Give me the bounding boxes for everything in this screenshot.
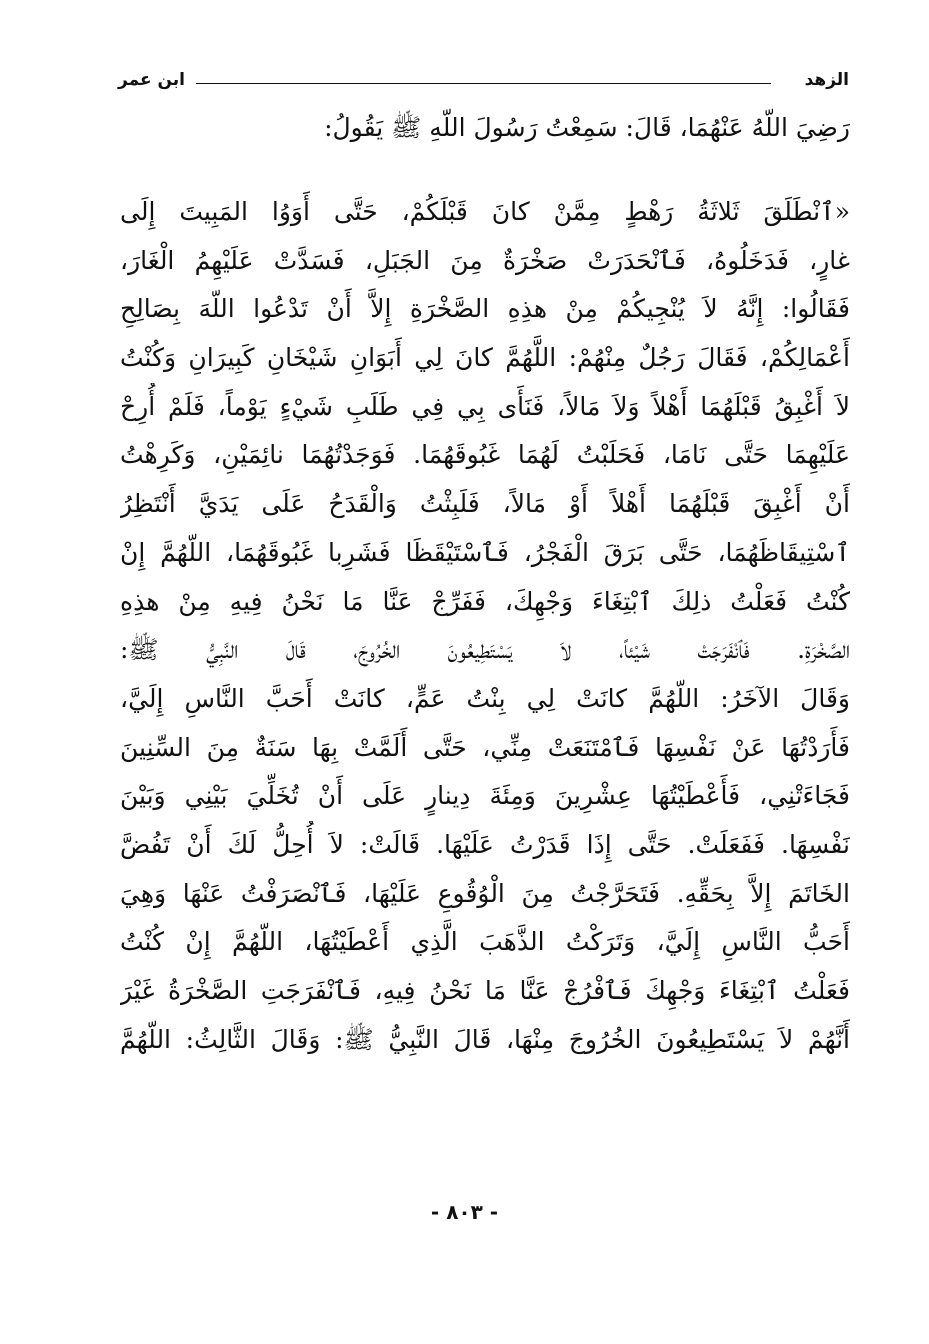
lead-line: رَضِيَ اللّهُ عَنْهُمَا، قَالَ: سَمِعْتُ رَسُولَ اللّهِ ﷺ يَقُولُ: [324, 113, 850, 142]
text-line: نَفْسِهَا. فَفَعَلَتْ. حَتَّى إِذَا قَدَرْتُ عَلَيْهَا. قَالَتْ: لاَ أُحِلُّ لَكَ أَنْ تَفُضَّ [120, 829, 850, 859]
running-header [118, 70, 849, 94]
text-line: وَقَالَ الآخَرُ: اللّهُمَّ كانَتْ لِي بِنْتُ عَمٍّ، كانَتْ أَحَبَّ النَّاسِ إِلَيَّ، [120, 683, 850, 713]
text-line: أَعْمَالِكُمْ، فَقَالَ رَجُلٌ مِنْهُمْ: اللَّهُمَّ كانَ لِي أَبَوَانِ شَيْخَانِ كَبِيرَانِ وَكُنْتُ [120, 343, 850, 373]
text-line: الخَاتَمَ إِلاَّ بِحَقِّهِ. فَتَحَرَّجْتُ مِنَ الْوُقُوعِ عَلَيْهَا، فَٱنْصَرَفْتُ عَنْهَا وَهِيَ [120, 878, 850, 908]
text-line: لاَ أَغْبِقُ قَبْلَهُمَا أَهْلاً وَلاَ مَالاً، فَنَأَى بِي فِي طَلَبِ شَيْءٍ يَوْماً، فَلَمْ أُرِحْ [120, 391, 850, 421]
header-chapter-title: الزهد [804, 70, 849, 90]
header-section-title: ابن عمر [118, 70, 186, 90]
body-text [120, 188, 850, 1064]
text-line: أَنْ أَغْبِقَ قَبْلَهُمَا أَهْلاً أَوْ مَالاً، فَلَبِثْتُ وَالْقَدَحُ عَلَى يَدَيَّ أَنْتَظِرُ [120, 489, 850, 519]
text-line: فَعَلْتُ ٱبْتِغَاءَ وَجْهِكَ فَٱفْرُجْ عَنَّا مَا نَحْنُ فِيهِ، فَٱنْفَرَجَتِ الصَّخْرَةُ غَيْرَ [120, 976, 850, 1005]
text-line: فَقَالُوا: إِنَّهُ لاَ يُنْجِيكُمْ مِنْ هذِهِ الصَّخْرَةِ إِلاَّ أَنْ تَدْعُوا اللّهَ بِصَالِحِ [120, 294, 850, 324]
text-line: «ٱنْطَلَقَ ثَلاثَةُ رَهْطٍ مِمَّنْ كانَ قَبْلَكُمْ، حَتَّى أَوَوُا المَبِيتَ إِلَى [120, 197, 850, 226]
text-line: الصَّخْرَةِ. فَٱنْفَرَجَتْ شَيْئاً، لاَ يَسْتَطِيعُونَ الخُرُوجَ، قَالَ النَّبِيُّ ﷺ: [120, 635, 850, 665]
header-rule [196, 83, 771, 84]
text-line: ٱسْتِيقَاظَهُمَا، حَتَّى بَرَقَ الْفَجْرُ، فَٱسْتَيْقَظَا فَشَرِبا غَبُوقَهُمَا، اللّهُمَّ إِنْ [120, 537, 850, 567]
text-line: عَلَيْهِمَا حَتَّى نَامَا، فَحَلَبْتُ لَهُمَا غَبُوقَهُمَا. فَوَجَدْتُهُمَا نائِمَيْنِ، وَكَرِهْتُ [120, 440, 850, 470]
text-line: غارٍ، فَدَخَلُوهُ، فَٱنْحَدَرَتْ صَخْرَةٌ مِنَ الجَبَلِ، فَسَدَّتْ عَلَيْهِمُ الْغَارَ، [120, 245, 850, 275]
text-line: أَحَبُّ النَّاسِ إِلَيَّ، وَتَرَكْتُ الذَّهَبَ الَّذِي أَعْطَيْتُهَا، اللّهُمَّ إِنْ كُنْتُ [120, 927, 850, 957]
text-line: كُنْتُ فَعَلْتُ ذلِكَ ٱبْتِغَاءَ وَجْهِكَ، فَفَرِّجْ عَنَّا مَا نَحْنُ فِيهِ مِنْ هذِهِ [120, 586, 850, 616]
text-line: فَجَاءَتْنِي، فَأَعْطَيْتُهَا عِشْرِينَ وَمِئَةَ دِينارٍ عَلَى أَنْ تُخَلِّيَ بَيْنِي وَبَيْنَ [120, 781, 850, 811]
page-number: - ٨٠٣ - [430, 1200, 499, 1224]
text-line: فَأَرَدْتُهَا عَنْ نَفْسِهَا فَٱمْتَنَعَتْ مِنِّي، حَتَّى أَلَمَّتْ بِهَا سَنَةٌ مِنَ السِّنِينَ [120, 732, 850, 762]
text-line: أَنَّهُمْ لاَ يَسْتَطِيعُونَ الخُرُوجَ مِنْهَا، قَالَ النَّبِيُّ ﷺ: وَقَالَ الثَّالِثُ: اللّهُمَّ [120, 1024, 850, 1054]
